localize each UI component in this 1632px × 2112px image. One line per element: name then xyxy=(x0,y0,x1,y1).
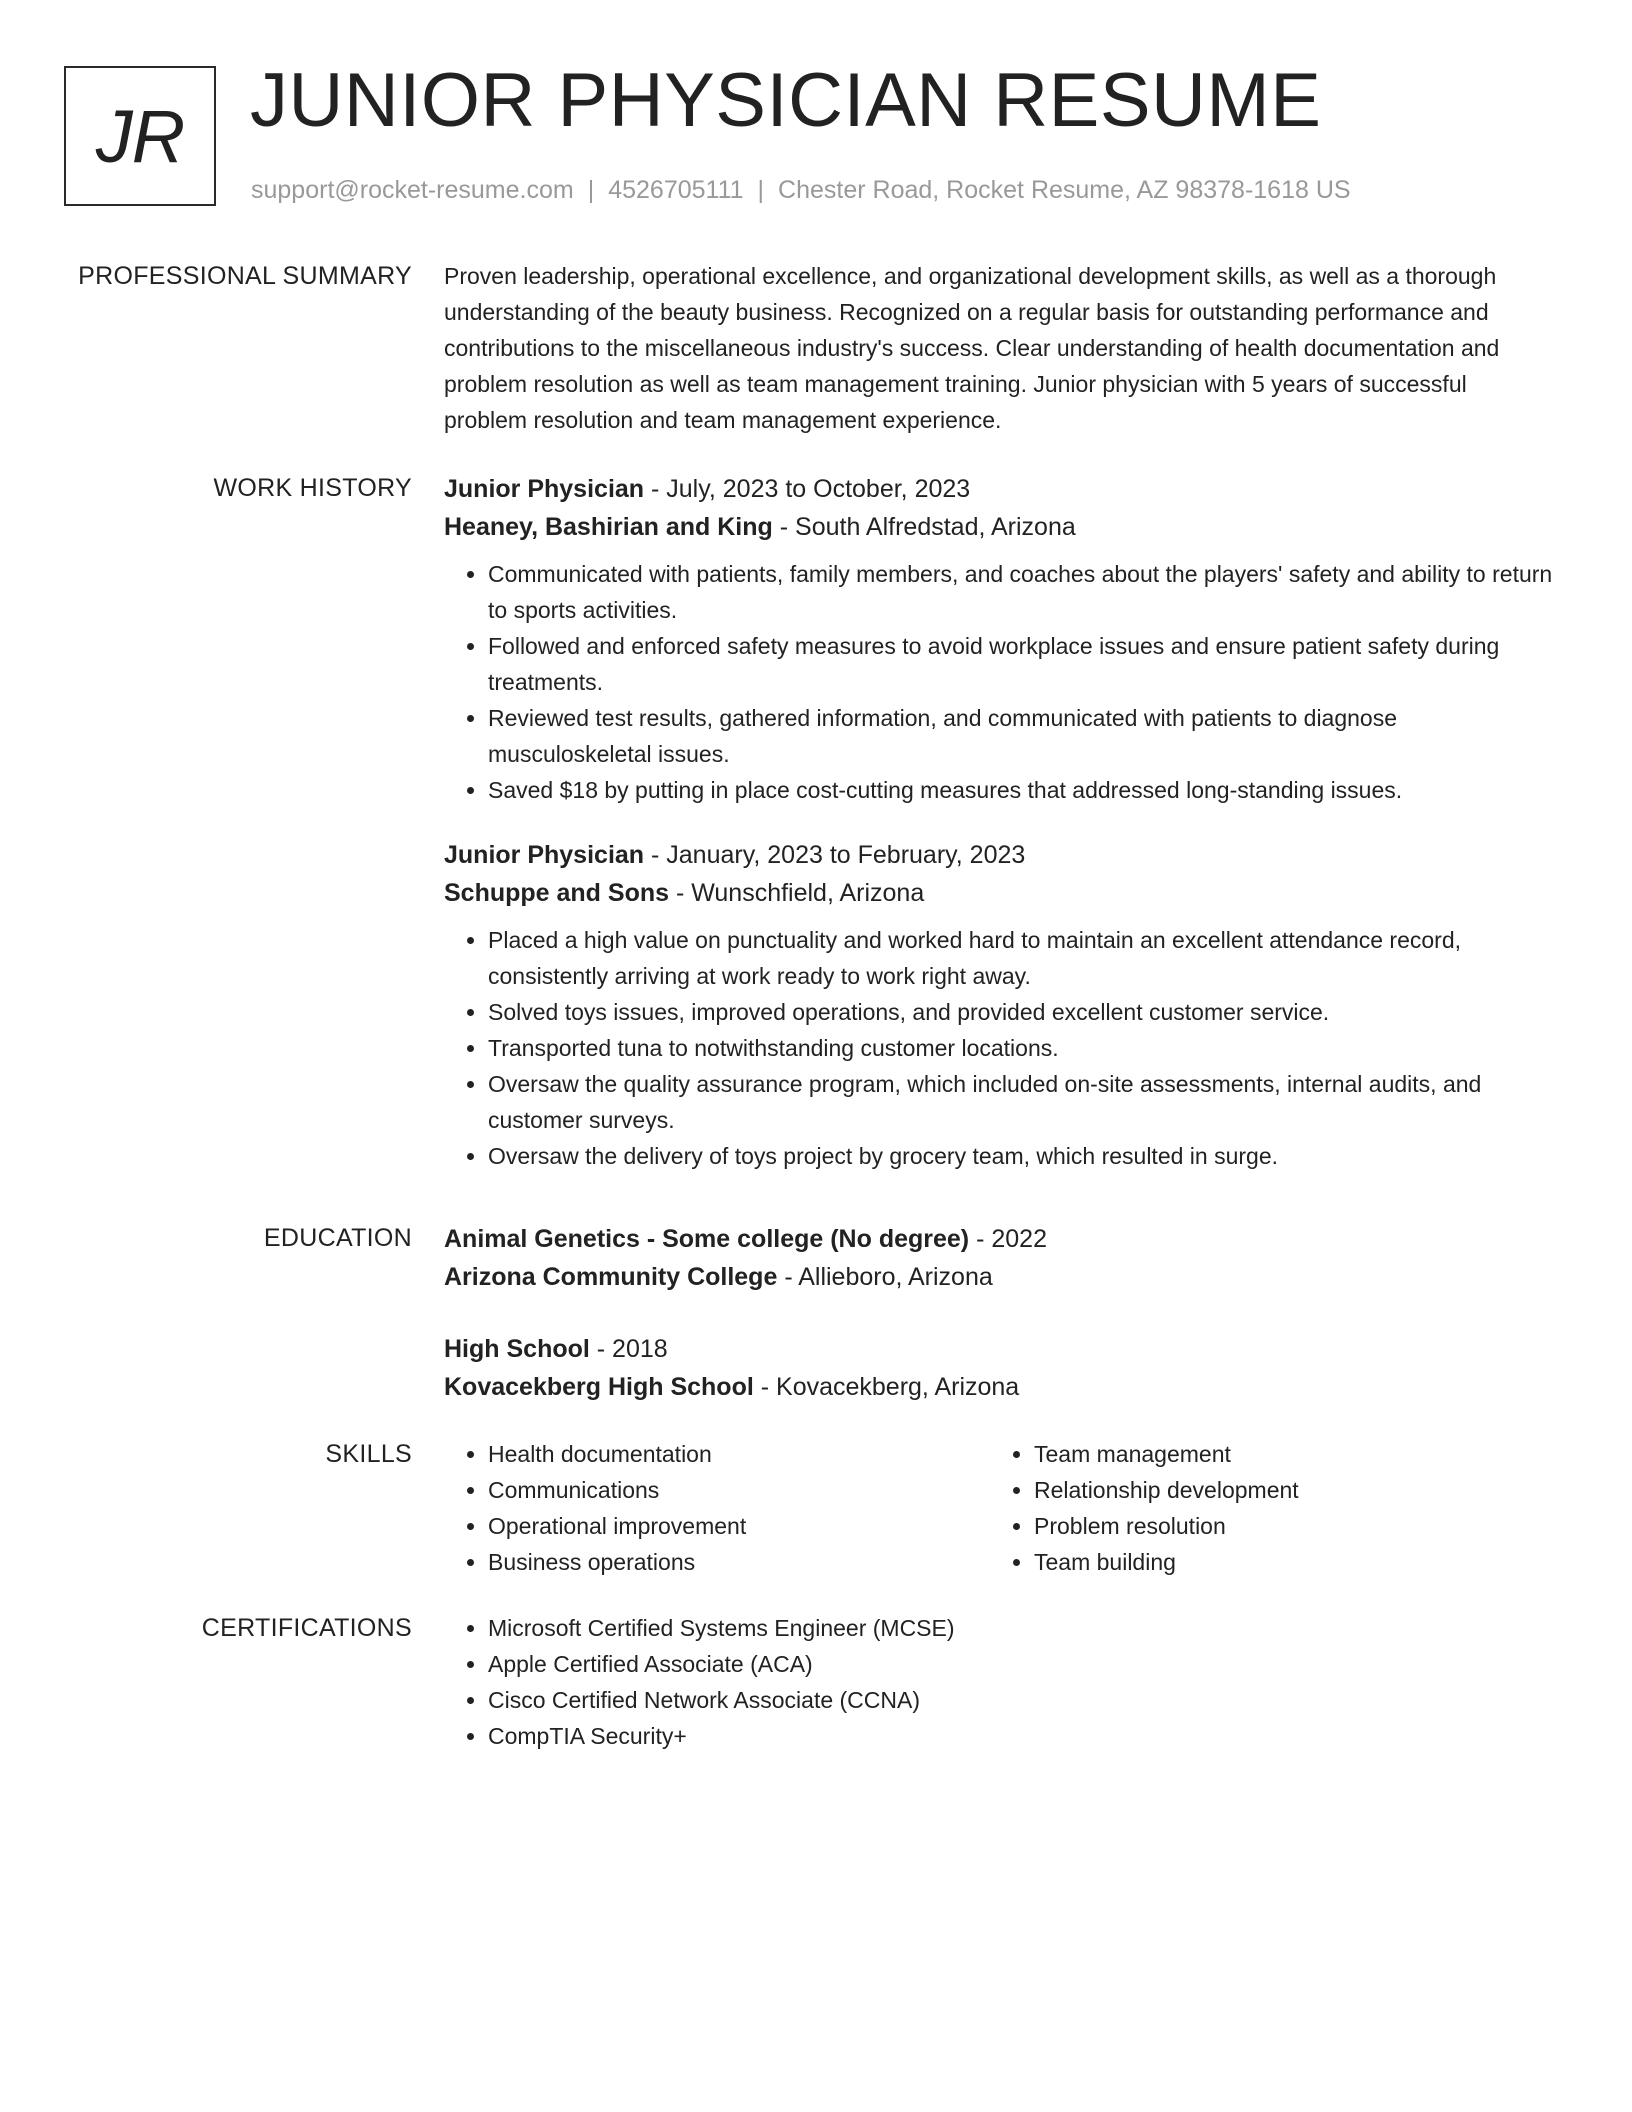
work-history-list xyxy=(444,470,1554,1202)
job-dates: - January, 2023 to February, 2023 xyxy=(644,841,1026,869)
certification-item: • Microsoft Certified Systems Engineer (MCSE) xyxy=(488,1610,1554,1646)
education-school: Arizona Community College xyxy=(444,1263,778,1291)
section-label-summary: PROFESSIONAL SUMMARY xyxy=(78,262,412,290)
contact-email: support@rocket-resume.com xyxy=(251,176,574,204)
job-bullet: • Communicated with patients, family members, and coaches about the players' safety and ability to return to sports activities. xyxy=(488,556,1554,628)
job-bullet: • Reviewed test results, gathered information, and communicated with patients to diagnose musculoskeletal issues. xyxy=(488,700,1554,772)
job-company-line xyxy=(444,874,1554,912)
education-location: - Kovacekberg, Arizona xyxy=(753,1373,1020,1401)
job-entry xyxy=(444,470,1554,808)
education-school-line xyxy=(444,1368,1554,1406)
job-location: - South Alfredstad, Arizona xyxy=(772,513,1076,541)
contact-address: Chester Road, Rocket Resume, AZ 98378-1618 US xyxy=(778,176,1351,204)
job-bullet: • Oversaw the quality assurance program, which included on-site assessments, internal audits, and customer surveys. xyxy=(488,1066,1554,1138)
section-label-certifications: CERTIFICATIONS xyxy=(201,1614,412,1642)
skill-item: • Team management xyxy=(1034,1436,1536,1472)
job-dates: - July, 2023 to October, 2023 xyxy=(644,475,971,503)
job-bullets xyxy=(444,922,1554,1174)
skills-grid xyxy=(444,1436,1554,1580)
skill-item: • Business operations xyxy=(488,1544,990,1580)
job-entry xyxy=(444,836,1554,1174)
education-year: - 2022 xyxy=(969,1225,1047,1253)
skill-item: • Operational improvement xyxy=(488,1508,990,1544)
skills-list xyxy=(444,1436,1554,1580)
job-bullet: • Saved $18 by putting in place cost-cutting measures that addressed long-standing issues. xyxy=(488,772,1554,808)
contact-separator: | xyxy=(757,176,765,204)
resume-title: JUNIOR PHYSICIAN RESUME xyxy=(250,58,1322,143)
skill-item: • Problem resolution xyxy=(1034,1508,1536,1544)
contact-phone: 4526705111 xyxy=(608,176,744,204)
skill-item: • Team building xyxy=(1034,1544,1536,1580)
education-year: - 2018 xyxy=(589,1335,668,1363)
summary-text: Proven leadership, operational excellence, and organizational development skills, as well as a thorough understanding of the beauty business. Recognized on a regular basis for outstanding performance and contributions to the miscellaneous industry's success. Clear understanding of health documentation and problem resolution as well as team management training. Junior physician with 5 years of successful problem resolution and team management experience. xyxy=(444,263,1500,433)
education-degree: High School xyxy=(444,1335,590,1363)
certification-item: • Cisco Certified Network Associate (CCNA) xyxy=(488,1682,1554,1718)
section-label-education: EDUCATION xyxy=(263,1224,412,1252)
contact-line xyxy=(251,172,1351,208)
job-bullet: • Solved toys issues, improved operations, and provided excellent customer service. xyxy=(488,994,1554,1030)
education-degree-line xyxy=(444,1220,1554,1258)
job-bullet: • Placed a high value on punctuality and worked hard to maintain an excellent attendance record, consistently arriving at work ready to work right away. xyxy=(488,922,1554,994)
skill-item: • Relationship development xyxy=(1034,1472,1536,1508)
job-bullet: • Followed and enforced safety measures to avoid workplace issues and ensure patient safety during treatments. xyxy=(488,628,1554,700)
job-title-line xyxy=(444,470,1554,508)
skill-item: • Communications xyxy=(488,1472,990,1508)
job-company-line xyxy=(444,508,1554,546)
certification-item: • Apple Certified Associate (ACA) xyxy=(488,1646,1554,1682)
education-school-line xyxy=(444,1258,1554,1296)
contact-separator: | xyxy=(587,176,595,204)
skills-column-right xyxy=(990,1436,1536,1580)
job-company: Schuppe and Sons xyxy=(444,879,670,907)
job-title: Junior Physician xyxy=(444,841,645,869)
education-degree: Animal Genetics - Some college (No degree) xyxy=(444,1225,970,1253)
job-company: Heaney, Bashirian and King xyxy=(444,513,773,541)
section-label-work: WORK HISTORY xyxy=(213,474,412,502)
certifications-list xyxy=(444,1610,1554,1754)
initials-monogram: JR xyxy=(64,66,216,206)
job-title-line xyxy=(444,836,1554,874)
education-list xyxy=(444,1220,1554,1440)
education-location: - Allieboro, Arizona xyxy=(777,1263,993,1291)
section-label-skills: SKILLS xyxy=(325,1440,412,1468)
job-title: Junior Physician xyxy=(444,475,645,503)
job-bullet: • Oversaw the delivery of toys project by grocery team, which resulted in surge. xyxy=(488,1138,1554,1174)
education-entry xyxy=(444,1220,1554,1296)
certification-item: • CompTIA Security+ xyxy=(488,1718,1554,1754)
skill-item: • Health documentation xyxy=(488,1436,990,1472)
job-bullet: • Transported tuna to notwithstanding customer locations. xyxy=(488,1030,1554,1066)
certifications-items xyxy=(444,1610,1554,1754)
education-entry xyxy=(444,1330,1554,1406)
job-bullets xyxy=(444,556,1554,808)
education-degree-line xyxy=(444,1330,1554,1368)
education-school: Kovacekberg High School xyxy=(444,1373,754,1401)
job-location: - Wunschfield, Arizona xyxy=(669,879,925,907)
skills-column-left xyxy=(444,1436,990,1580)
